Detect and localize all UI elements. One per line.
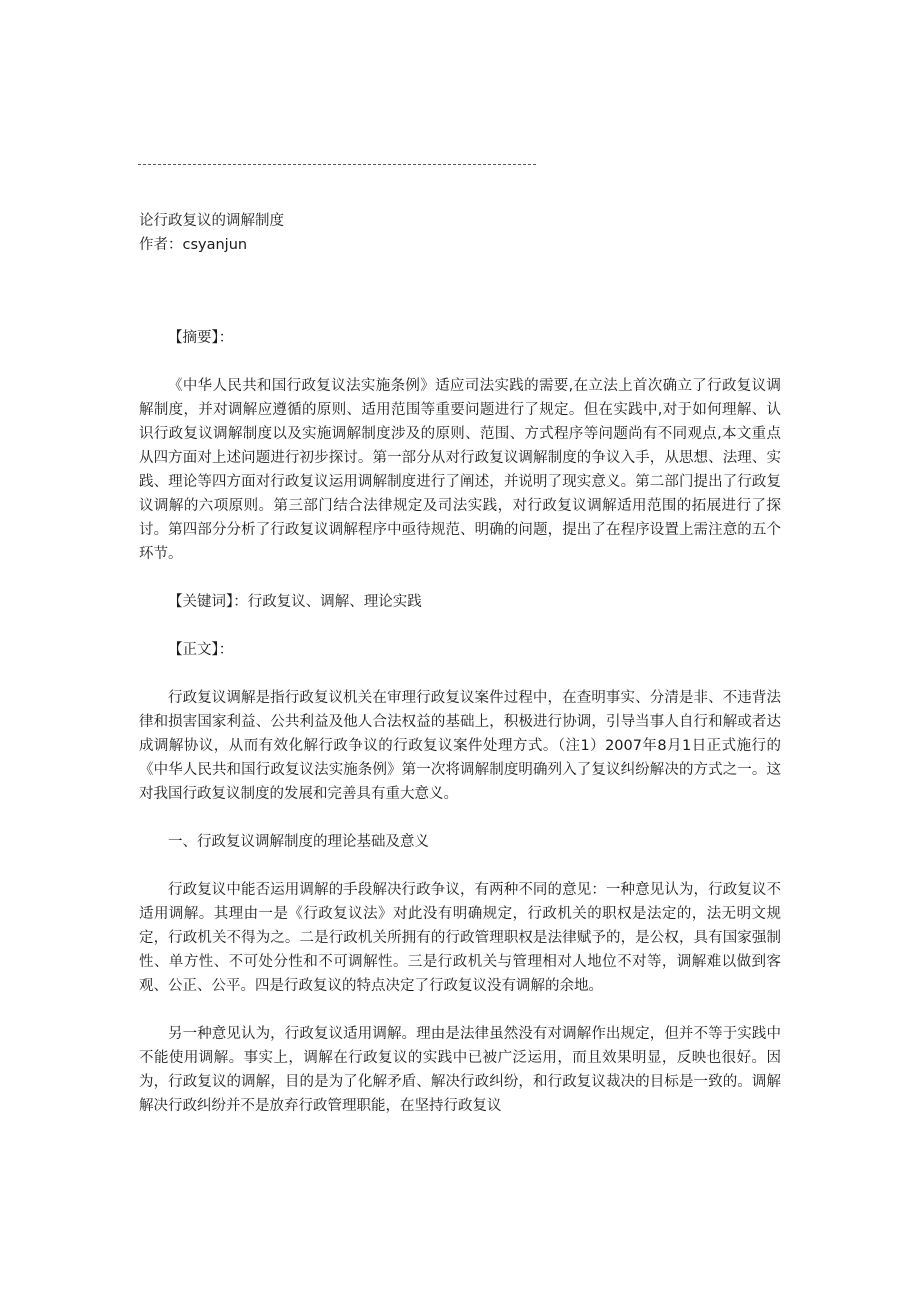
document-author: 作者：csyanjun: [139, 237, 248, 253]
body-paragraph: 另一种意见认为，行政复议适用调解。理由是法律虽然没有对调解作出规定，但并不等于实践中不能使用调解。事实上，调解在行政复议的实践中已被广泛运用，而且效果明显，反映也很好。因为，行政复议的调解，目的是为了化解矛盾、解决行政纠纷，和行政复议裁决的目标是一致的。调解解决行政纠纷并不是放弃行政管理职能，在坚持行政复议: [139, 1026, 781, 1114]
body-paragraph: 行政复议调解是指行政复议机关在审理行政复议案件过程中，在查明事实、分清是非、不违背法律和损害国家利益、公共利益及他人合法权益的基础上，积极进行协调，引导当事人自行和解或者达成调解协议，从而有效化解行政争议的行政复议案件处理方式。（注1）2007年8月1日正式施行的《中华人民共和国行政复议法实施条例》第一次将调解制度明确列入了复议纠纷解决的方式之一。这对我国行政复议制度的发展和完善具有重大意义。: [139, 690, 781, 802]
abstract-label: 【摘要】：: [168, 330, 234, 346]
document-title: 论行政复议的调解制度: [139, 213, 284, 229]
keywords-line: 【关键词】：行政复议、调解、理论实践: [168, 594, 422, 610]
document-header: [139, 209, 284, 257]
section-heading: 一、行政复议调解制度的理论基础及意义: [168, 834, 429, 850]
separator-line: [138, 164, 536, 165]
abstract-paragraph: 《中华人民共和国行政复议法实施条例》适应司法实践的需要,在立法上首次确立了行政复议调解制度，并对调解应遵循的原则、适用范围等重要问题进行了规定。但在实践中,对于如何理解、认识行政复议调解制度以及实施调解制度涉及的原则、范围、方式程序等问题尚有不同观点,本文重点从四方面对上述问题进行初步探讨。第一部分从对行政复议调解制度的争议入手，从思想、法理、实践、理论等四方面对行政复议运用调解制度进行了阐述，并说明了现实意义。第二部门提出了行政复议调解的六项原则。第三部门结合法律规定及司法实践，对行政复议调解适用范围的拓展进行了探讨。第四部分分析了行政复议调解程序中亟待规范、明确的问题，提出了在程序设置上需注意的五个环节。: [139, 378, 781, 562]
body-paragraph: 行政复议中能否运用调解的手段解决行政争议，有两种不同的意见：一种意见认为，行政复议不适用调解。其理由一是《行政复议法》对此没有明确规定，行政机关的职权是法定的，法无明文规定，行政机关不得为之。二是行政机关所拥有的行政管理职权是法律赋予的，是公权，具有国家强制性、单方性、不可处分性和不可调解性。三是行政机关与管理相对人地位不对等，调解难以做到客观、公正、公平。四是行政复议的特点决定了行政复议没有调解的余地。: [139, 882, 781, 994]
document-body: [139, 326, 781, 1142]
main-text-label: 【正文】：: [168, 642, 234, 658]
